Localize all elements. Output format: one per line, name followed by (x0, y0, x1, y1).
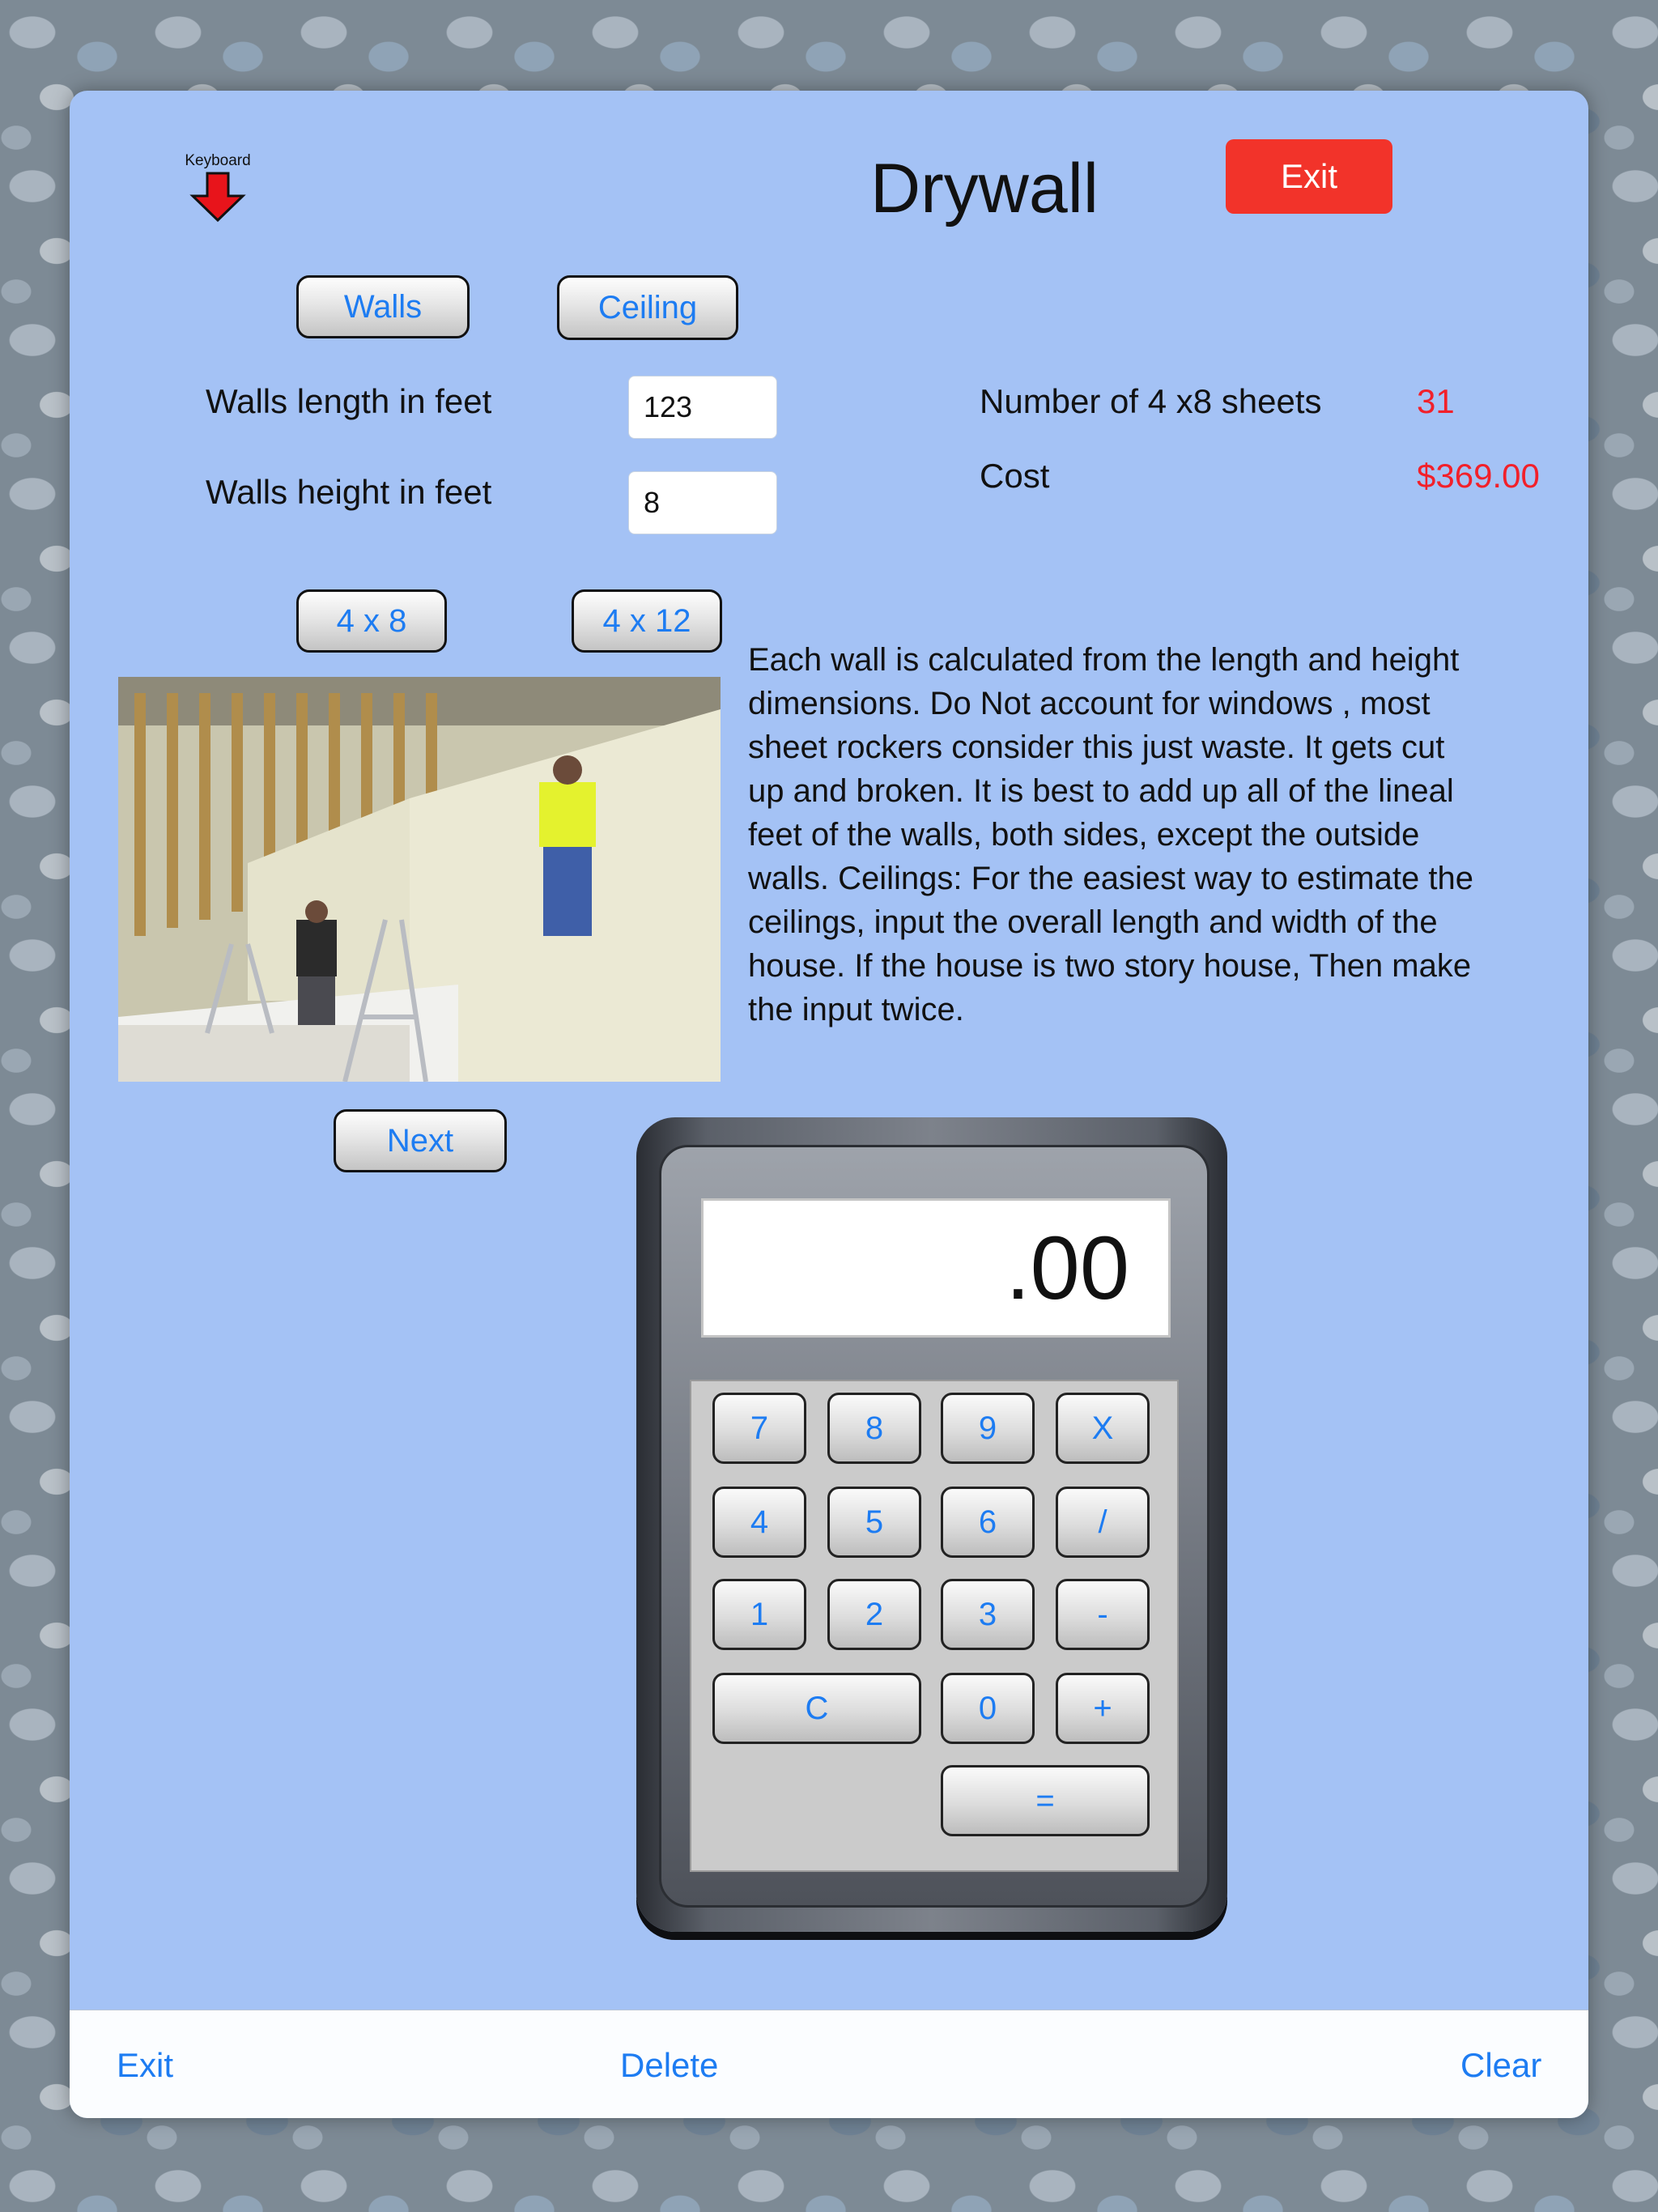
main-panel (70, 91, 1588, 2118)
cost-value: $369.00 (1417, 457, 1540, 495)
exit-button[interactable]: Exit (1226, 139, 1392, 214)
arrow-down-icon (189, 172, 246, 222)
calculator-keypad (690, 1380, 1179, 1872)
key-divide[interactable]: / (1056, 1487, 1150, 1558)
keyboard-label: Keyboard (185, 152, 251, 169)
key-7[interactable]: 7 (712, 1393, 806, 1464)
cost-label: Cost (980, 457, 1050, 495)
bottom-toolbar (70, 2010, 1588, 2118)
walls-height-label: Walls height in feet (206, 473, 492, 511)
key-5[interactable]: 5 (827, 1487, 921, 1558)
key-3[interactable]: 3 (941, 1579, 1035, 1650)
drywall-photo (118, 677, 721, 1082)
toolbar-exit-button[interactable]: Exit (117, 2046, 174, 2084)
key-multiply[interactable]: X (1056, 1393, 1150, 1464)
key-plus[interactable]: + (1056, 1673, 1150, 1744)
key-2[interactable]: 2 (827, 1579, 921, 1650)
key-9[interactable]: 9 (941, 1393, 1035, 1464)
ceiling-button[interactable]: Ceiling (557, 275, 738, 340)
sheet-4x8-button[interactable]: 4 x 8 (296, 589, 447, 653)
next-button[interactable]: Next (334, 1109, 507, 1172)
toolbar-delete-button[interactable]: Delete (620, 2046, 719, 2084)
calculator-display: .00 (701, 1198, 1171, 1338)
key-6[interactable]: 6 (941, 1487, 1035, 1558)
key-0[interactable]: 0 (941, 1673, 1035, 1744)
keyboard-toggle[interactable] (173, 152, 262, 222)
page-title: Drywall (870, 150, 1099, 228)
key-1[interactable]: 1 (712, 1579, 806, 1650)
toolbar-clear-button[interactable]: Clear (1460, 2046, 1542, 2084)
instructions-text: Each wall is calculated from the length and height dimensions. Do Not account for windows , most sheet rockers consider this just waste. It gets cut up and broken. It is best to add up all of the lineal feet of the walls, both sides, except the outside walls. Ceilings: For the easiest way to estimate the ceilings, input the overall length and width of the house. If the house is two story house, Then make the input twice. (748, 642, 1473, 1027)
sheets-label: Number of 4 x8 sheets (980, 382, 1322, 420)
calculator (636, 1117, 1227, 1932)
key-4[interactable]: 4 (712, 1487, 806, 1558)
key-clear[interactable]: C (712, 1673, 921, 1744)
walls-length-input[interactable]: 123 (628, 376, 777, 439)
walls-height-input[interactable]: 8 (628, 471, 777, 534)
sheet-4x12-button[interactable]: 4 x 12 (572, 589, 722, 653)
walls-length-label: Walls length in feet (206, 382, 492, 420)
key-8[interactable]: 8 (827, 1393, 921, 1464)
walls-button[interactable]: Walls (296, 275, 470, 338)
sheets-value: 31 (1417, 382, 1455, 420)
key-minus[interactable]: - (1056, 1579, 1150, 1650)
key-equals[interactable]: = (941, 1765, 1150, 1836)
